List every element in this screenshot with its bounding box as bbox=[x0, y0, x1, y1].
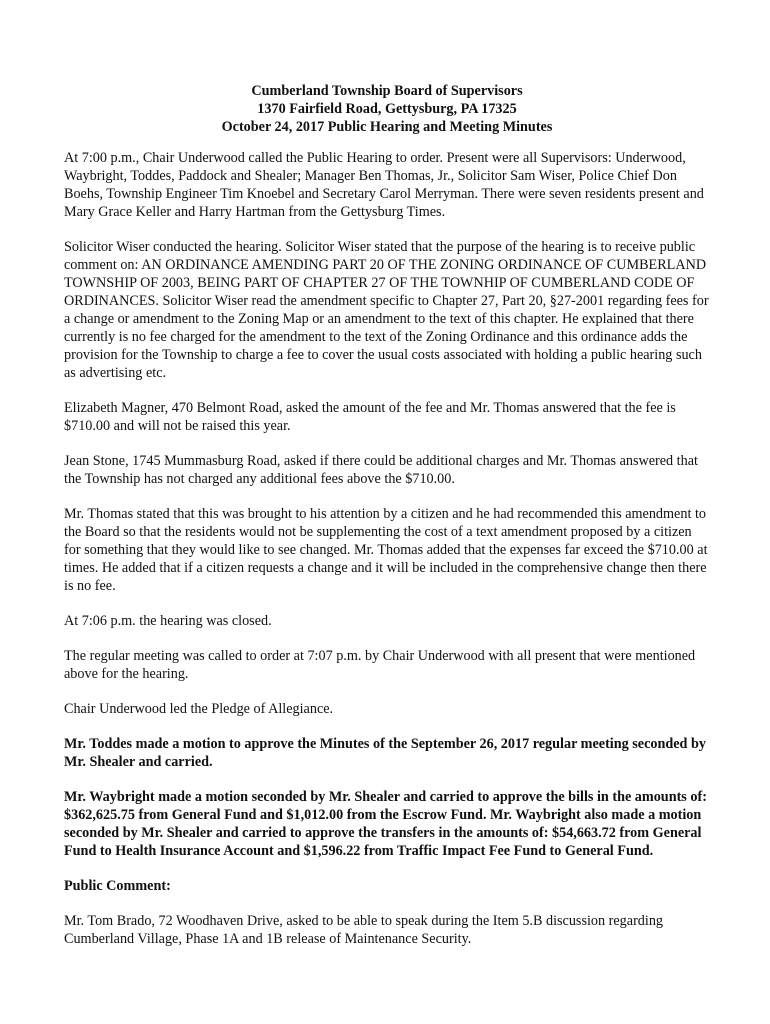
paragraph-magner-question: Elizabeth Magner, 470 Belmont Road, asked the amount of the fee and Mr. Thomas answered that the fee is $710.00 and will not be raised this year. bbox=[64, 400, 676, 434]
header-title: October 24, 2017 Public Hearing and Meeting Minutes bbox=[221, 119, 553, 135]
paragraph-bills-motion: Mr. Waybright made a motion seconded by Mr. Shealer and carried to approve the bills in the amounts of: $362,625.75 from General Fund and $1,012.00 from the Escrow Fund. Mr. Waybright also made a motion seconded by Mr. Shealer and carried to approve the transfers in the amounts of: $54,663.72 from General Fund to Health Insurance Account and $1,596.22 from Traffic Impact Fee Fund to General Fund. bbox=[64, 789, 707, 859]
section-heading-public-comment: Public Comment: bbox=[64, 878, 171, 894]
header-address: 1370 Fairfield Road, Gettysburg, PA 17325 bbox=[257, 101, 517, 117]
paragraph-regular-meeting: The regular meeting was called to order at 7:07 p.m. by Chair Underwood with all present that were mentioned above for the hearing. bbox=[64, 648, 696, 682]
paragraph-brado-comment: Mr. Tom Brado, 72 Woodhaven Drive, asked to be able to speak during the Item 5.B discussion regarding Cumberland Village, Phase 1A and 1B release of Maintenance Security. bbox=[64, 913, 664, 947]
paragraph-thomas-statement: Mr. Thomas stated that this was brought to his attention by a citizen and he had recommended this amendment to the Board so that the residents would not be supplementing the cost of a text amendment proposed by a citizen for something that they would like to see changed. Mr. Thomas added that the expenses far exceed the $710.00 at times. He added that if a citizen requests a change and it will be included in the comprehensive change then there is no fee. bbox=[64, 506, 708, 594]
header-organization: Cumberland Township Board of Supervisors bbox=[251, 83, 523, 99]
paragraph-hearing-purpose: Solicitor Wiser conducted the hearing. Solicitor Wiser stated that the purpose of the hearing is to receive public comment on: AN ORDINANCE AMENDING PART 20 OF THE ZONING ORDINANCE OF CUMBERLAND TOWNSHIP OF 2003, BEING PART OF CHAPTER 27 OF THE TOWNHIP OF CUMBERLAND CODE OF ORDINANCES. Solicitor Wiser read the amendment specific to Chapter 27, Part 20, §27-2001 regarding fees for a change or amendment to the Zoning Map or an amendment to the text of this chapter. He explained that there currently is no fee charged for the amendment to the text of the Zoning Ordinance and this ordinance adds the provision for the Township to charge a fee to cover the usual costs associated with holding a public hearing such as advertising etc. bbox=[64, 239, 709, 381]
paragraph-hearing-closed: At 7:06 p.m. the hearing was closed. bbox=[64, 613, 272, 629]
paragraph-pledge: Chair Underwood led the Pledge of Allegiance. bbox=[64, 701, 334, 717]
document-page bbox=[64, 82, 710, 965]
paragraph-call-to-order: At 7:00 p.m., Chair Underwood called the Public Hearing to order. Present were all Supervisors: Underwood, Waybright, Toddes, Paddock and Shealer; Manager Ben Thomas, Jr., Solicitor Sam Wiser, Police Chief Don Boehs, Township Engineer Tim Knoebel and Secretary Carol Merryman. There were seven residents present and Mary Grace Keller and Harry Hartman from the Gettysburg Times. bbox=[64, 150, 704, 220]
paragraph-stone-question: Jean Stone, 1745 Mummasburg Road, asked if there could be additional charges and Mr. Thomas answered that the Township has not charged any additional fees above the $710.00. bbox=[64, 453, 698, 487]
paragraph-minutes-motion: Mr. Toddes made a motion to approve the Minutes of the September 26, 2017 regular meeting seconded by Mr. Shealer and carried. bbox=[64, 736, 706, 770]
document-header bbox=[64, 82, 710, 136]
